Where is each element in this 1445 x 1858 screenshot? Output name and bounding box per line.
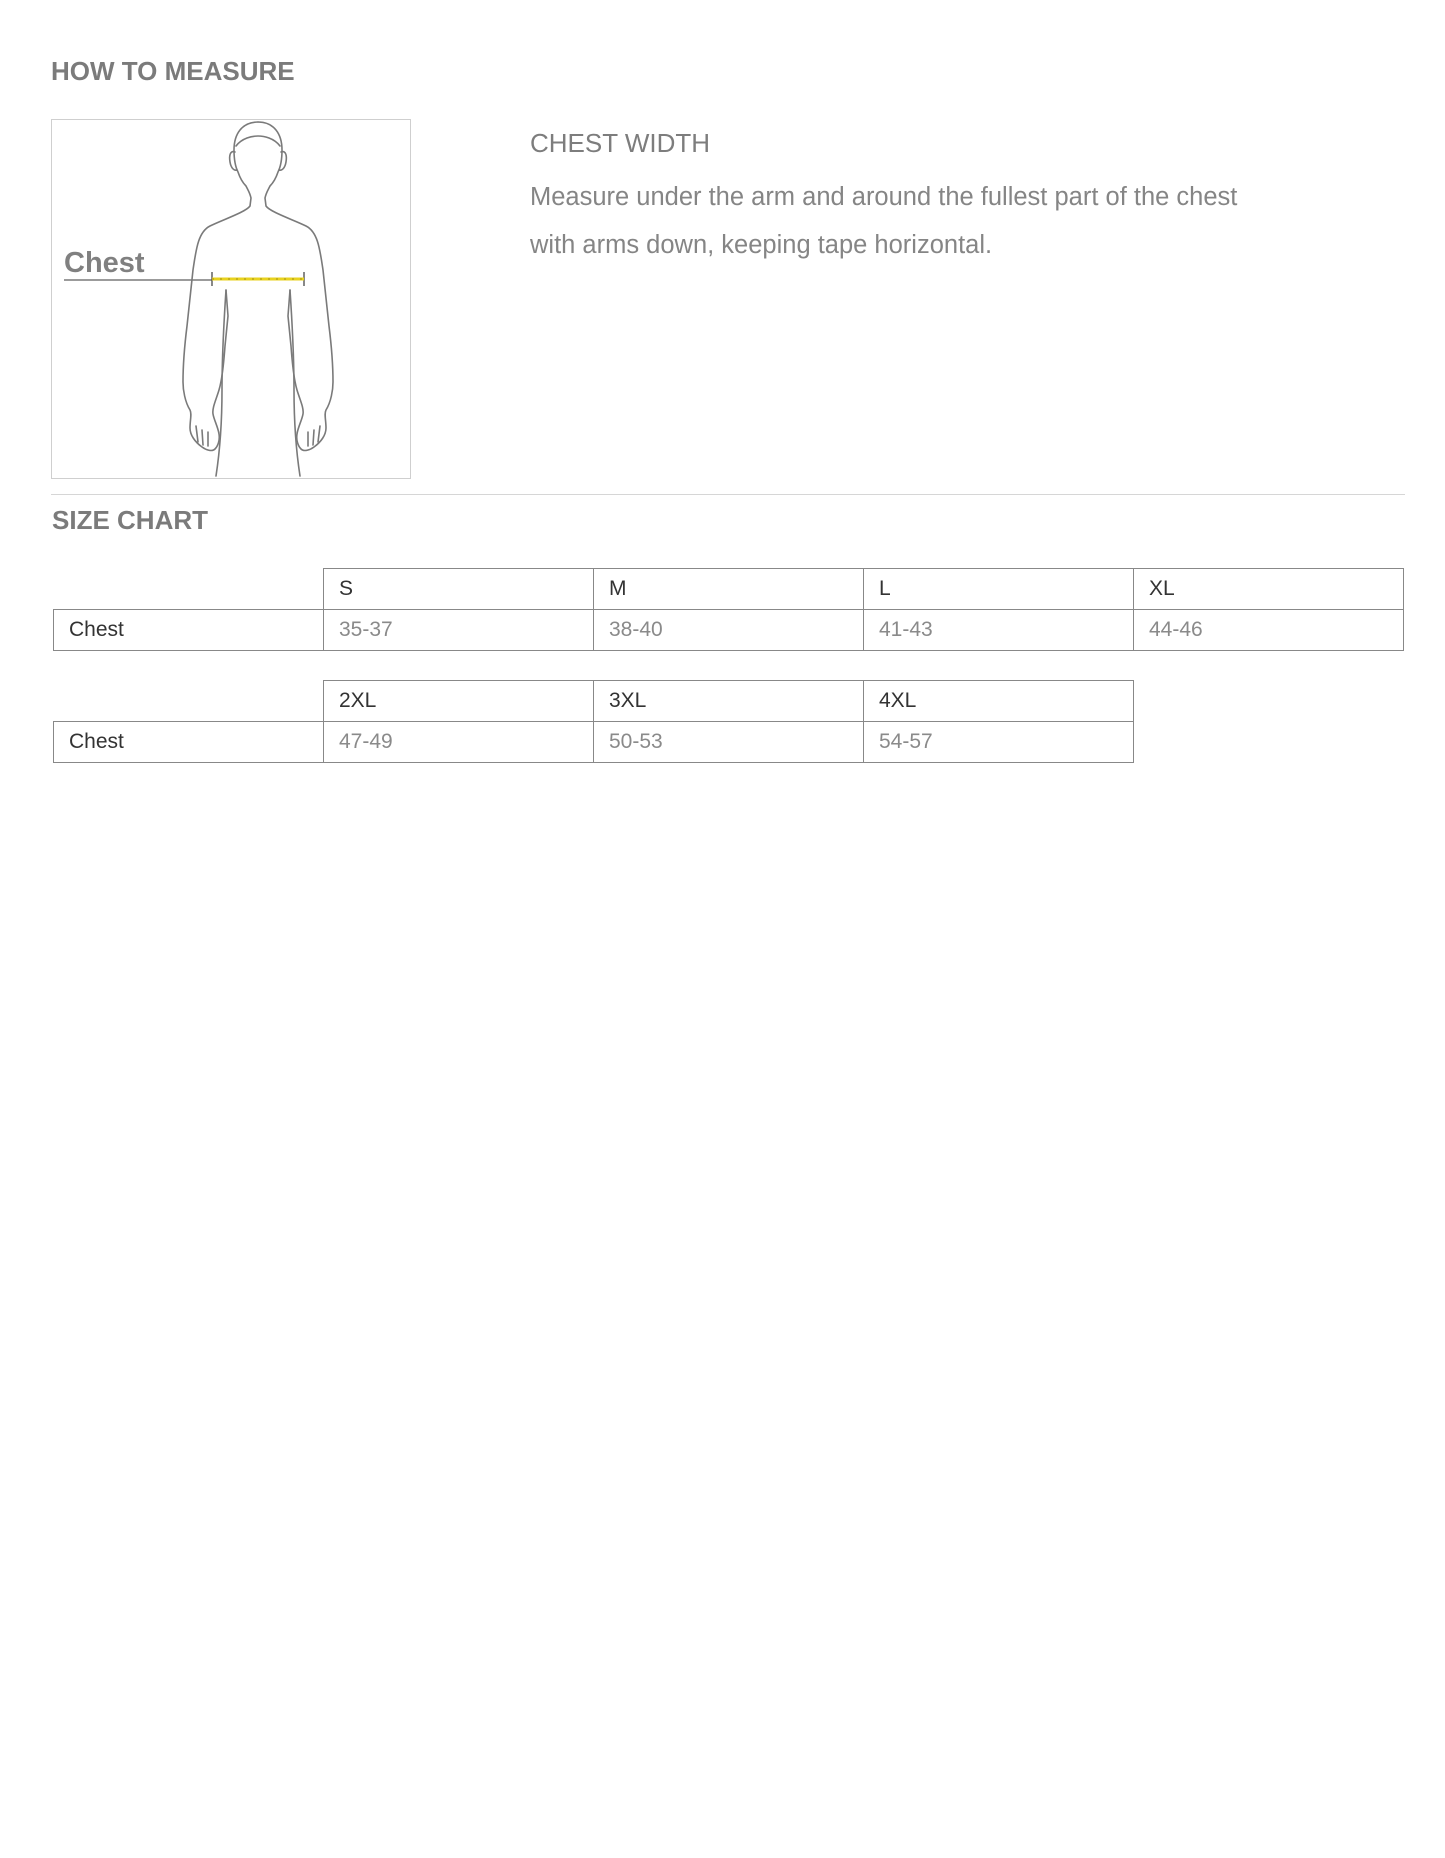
size-header-s: S — [324, 569, 594, 610]
chest-value-4xl: 54-57 — [864, 722, 1134, 763]
chest-value-3xl: 50-53 — [594, 722, 864, 763]
size-header-4xl: 4XL — [864, 681, 1134, 722]
section-divider — [51, 494, 1405, 495]
size-header-row — [54, 569, 1404, 610]
size-header-3xl: 3XL — [594, 681, 864, 722]
size-chart-title: SIZE CHART — [52, 505, 208, 535]
how-to-measure-title: HOW TO MEASURE — [51, 56, 295, 86]
description-line-2: with arms down, keeping tape horizontal. — [530, 231, 993, 259]
row-label-chest: Chest — [54, 722, 324, 763]
size-header-m: M — [594, 569, 864, 610]
chest-value-2xl: 47-49 — [324, 722, 594, 763]
chest-value-s: 35-37 — [324, 610, 594, 651]
chest-measure-figure — [51, 119, 411, 479]
size-header-2xl: 2XL — [324, 681, 594, 722]
size-table-2 — [53, 680, 1134, 763]
size-header-xl: XL — [1134, 569, 1404, 610]
chest-row — [54, 722, 1134, 763]
size-header-l: L — [864, 569, 1134, 610]
body-outline-illustration — [52, 120, 410, 478]
chest-figure-label: Chest — [64, 247, 145, 279]
description-line-1: Measure under the arm and around the fullest part of the chest — [530, 183, 1238, 211]
chest-value-xl: 44-46 — [1134, 610, 1404, 651]
chest-value-l: 41-43 — [864, 610, 1134, 651]
chest-value-m: 38-40 — [594, 610, 864, 651]
chest-width-description — [530, 173, 1330, 269]
size-header-row — [54, 681, 1134, 722]
row-label-chest: Chest — [54, 610, 324, 651]
blank-cell — [54, 681, 324, 722]
measure-instructions — [530, 126, 1330, 269]
chest-row — [54, 610, 1404, 651]
chest-width-heading: CHEST WIDTH — [530, 128, 711, 158]
blank-cell — [54, 569, 324, 610]
size-table-1 — [53, 568, 1404, 651]
